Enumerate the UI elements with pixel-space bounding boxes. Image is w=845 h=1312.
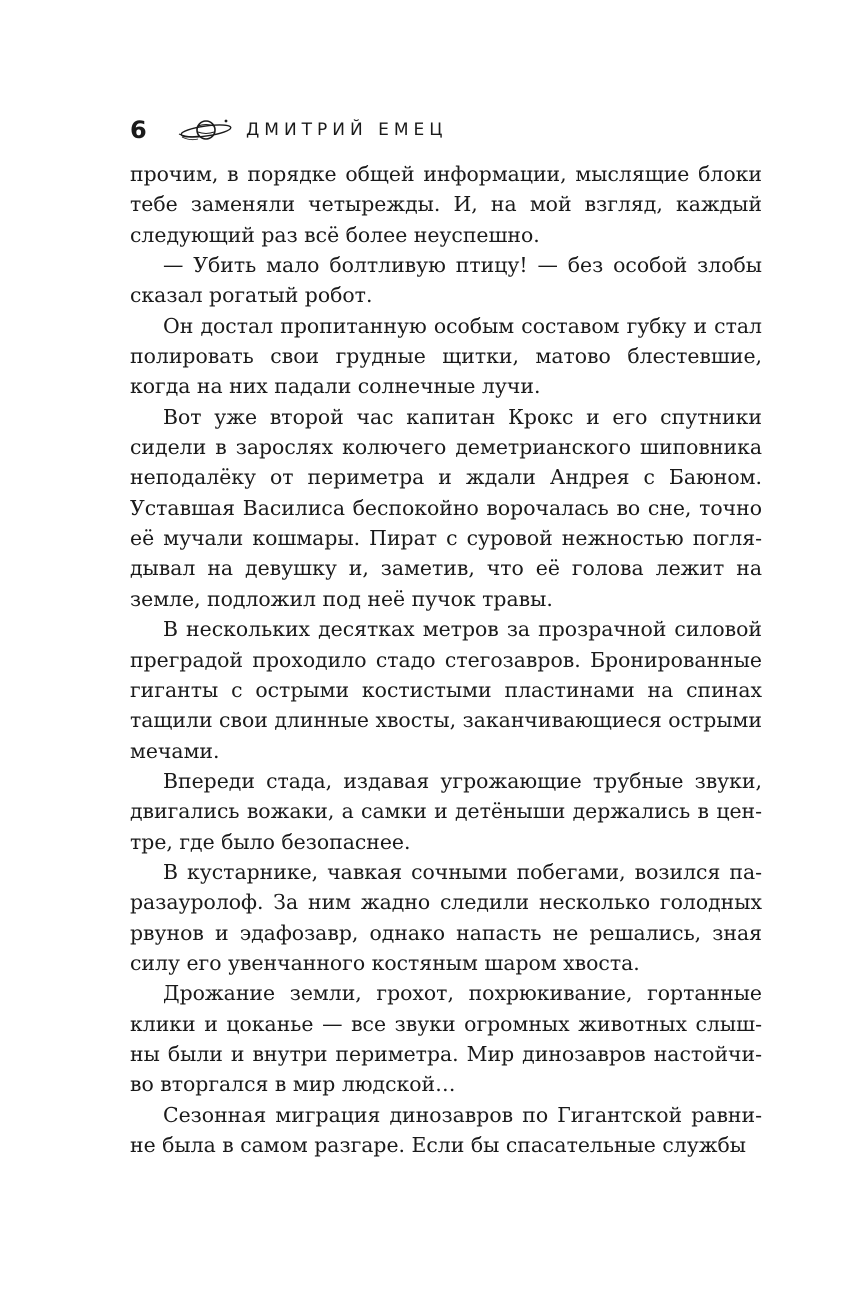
paragraph-2: — Убить мало болтливую птицу! — без особой злобы сказал рогатый робот. bbox=[130, 253, 762, 308]
paragraph-9: Сезонная миграция динозавров по Гигантской равнине была в самом разгаре. Если бы спасательные службы bbox=[130, 1102, 762, 1157]
running-header bbox=[130, 112, 448, 148]
paragraph-7: В кустарнике, чавкая сочными побегами, возился паразауролоф. За ним жадно следили несколько голодных рвунов и эдафозавр, однако напасть не решались, зная силу его увенчанного костяным шаром хвоста. bbox=[130, 859, 762, 975]
paragraph-3: Он достал пропитанную особым составом губку и стал полировать свои грудные щитки, матово блестевшие, когда на них падали солнечные лучи. bbox=[130, 313, 762, 399]
body-text bbox=[130, 159, 762, 1160]
paragraph-4: Вот уже второй час капитан Крокс и его спутники сидели в зарослях колючего деметрианского шиповника неподалёку от периметра и ждали Андрея с Баюном. Уставшая Василиса беспокойно ворочалась во сне, точно её мучали кошмары. Пират с суровой нежностью поглядывал на девушку и, заметив, что её голова лежит на земле, подложил под неё пучок травы. bbox=[130, 404, 762, 611]
paragraph-5: В нескольких десятках метров за прозрачной силовой преградой проходило стадо стегозавров. Бронированные гиганты с острыми костистыми пластинами на спинах тащили свои длинные хвосты, заканчивающиеся острыми мечами. bbox=[130, 617, 762, 763]
paragraph-6: Впереди стада, издавая угрожающие трубные звуки, двигались вожаки, а самки и детёныши держались в центре, где было безопаснее. bbox=[130, 768, 762, 854]
author-name: ДМИТРИЙ ЕМЕЦ bbox=[246, 120, 448, 140]
planet-ringed-icon bbox=[176, 112, 234, 148]
page-number: 6 bbox=[130, 116, 147, 144]
paragraph-1: прочим, в порядке общей информации, мыслящие блоки тебе заменяли четырежды. И, на мой взгляд, каждый следующий раз всё более неуспешно. bbox=[130, 162, 762, 247]
paragraph-8: Дрожание земли, грохот, похрюкивание, гортанные клики и цоканье — все звуки огромных животных слышны были и внутри периметра. Мир динозавров настойчиво вторгался в мир людской… bbox=[130, 981, 762, 1097]
